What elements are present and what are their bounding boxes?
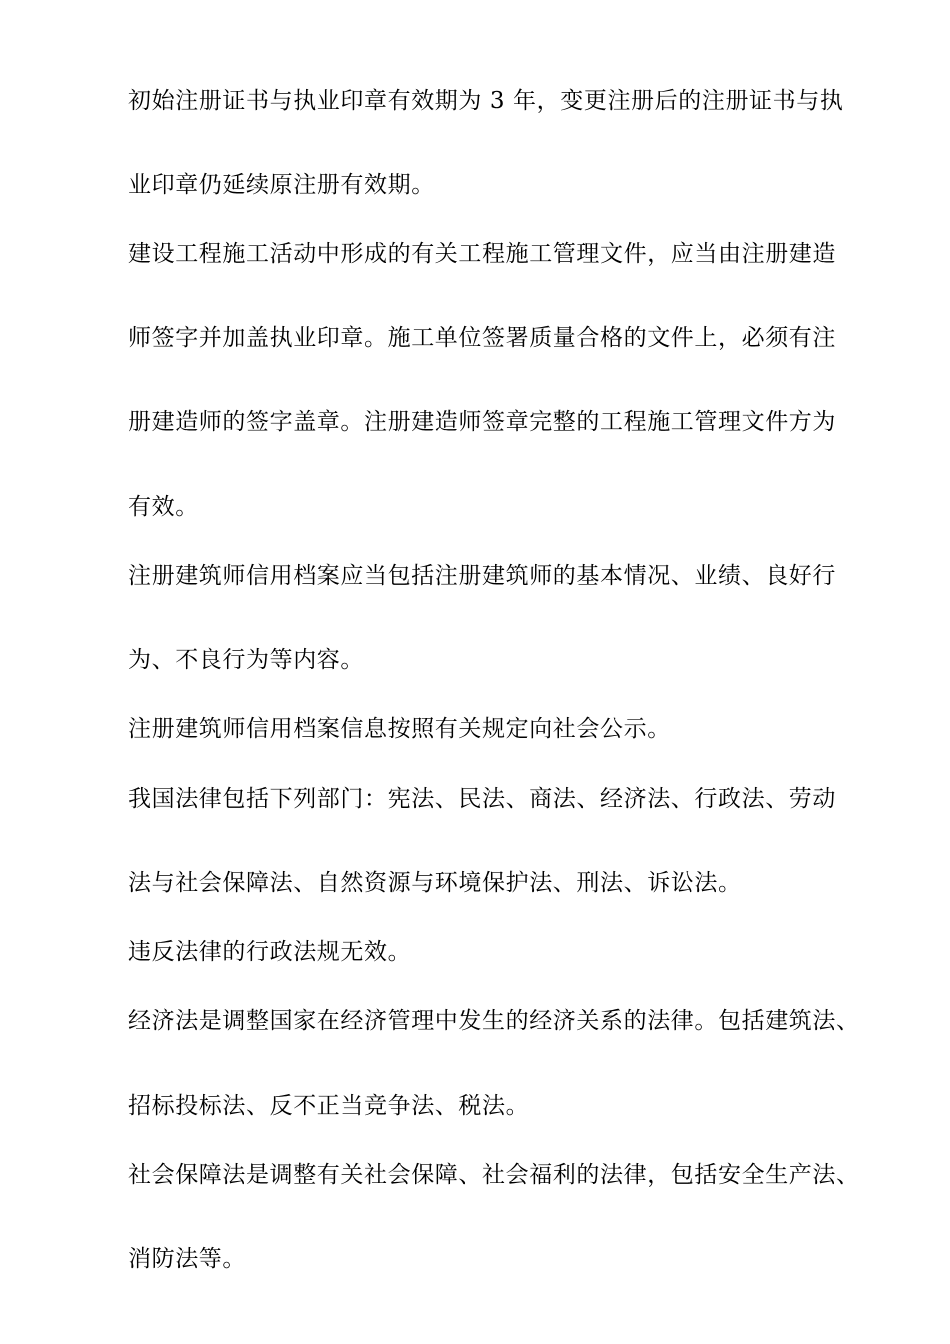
paragraph-5-line-1: 我国法律包括下列部门：宪法、民法、商法、经济法、行政法、劳动: [128, 786, 836, 812]
paragraph-7-line-2: 招标投标法、反不正当竞争法、税法。: [128, 1093, 530, 1119]
paragraph-2-line-2: 师签字并加盖执业印章。施工单位签署质量合格的文件上，必须有注: [128, 325, 836, 351]
paragraph-4-line-1: 注册建筑师信用档案信息按照有关规定向社会公示。: [128, 716, 671, 742]
paragraph-5-line-2: 法与社会保障法、自然资源与环境保护法、刑法、诉讼法。: [128, 870, 742, 896]
paragraph-6-line-1: 违反法律的行政法规无效。: [128, 939, 412, 965]
paragraph-8-line-2: 消防法等。: [128, 1246, 246, 1272]
paragraph-2-line-4: 有效。: [128, 494, 199, 520]
paragraph-8-line-1: 社会保障法是调整有关社会保障、社会福利的法律，包括安全生产法、: [128, 1162, 860, 1188]
paragraph-2-line-1: 建设工程施工活动中形成的有关工程施工管理文件，应当由注册建造: [128, 241, 836, 267]
paragraph-3-line-2: 为、不良行为等内容。: [128, 647, 364, 673]
paragraph-2-line-3: 册建造师的签字盖章。注册建造师签章完整的工程施工管理文件方为: [128, 409, 836, 435]
paragraph-7-line-1: 经济法是调整国家在经济管理中发生的经济关系的法律。包括建筑法、: [128, 1008, 860, 1034]
paragraph-1-line-1: 初始注册证书与执业印章有效期为 3 年，变更注册后的注册证书与执: [128, 88, 844, 114]
paragraph-3-line-1: 注册建筑师信用档案应当包括注册建筑师的基本情况、业绩、良好行: [128, 563, 836, 589]
paragraph-1-line-2: 业印章仍延续原注册有效期。: [128, 172, 435, 198]
